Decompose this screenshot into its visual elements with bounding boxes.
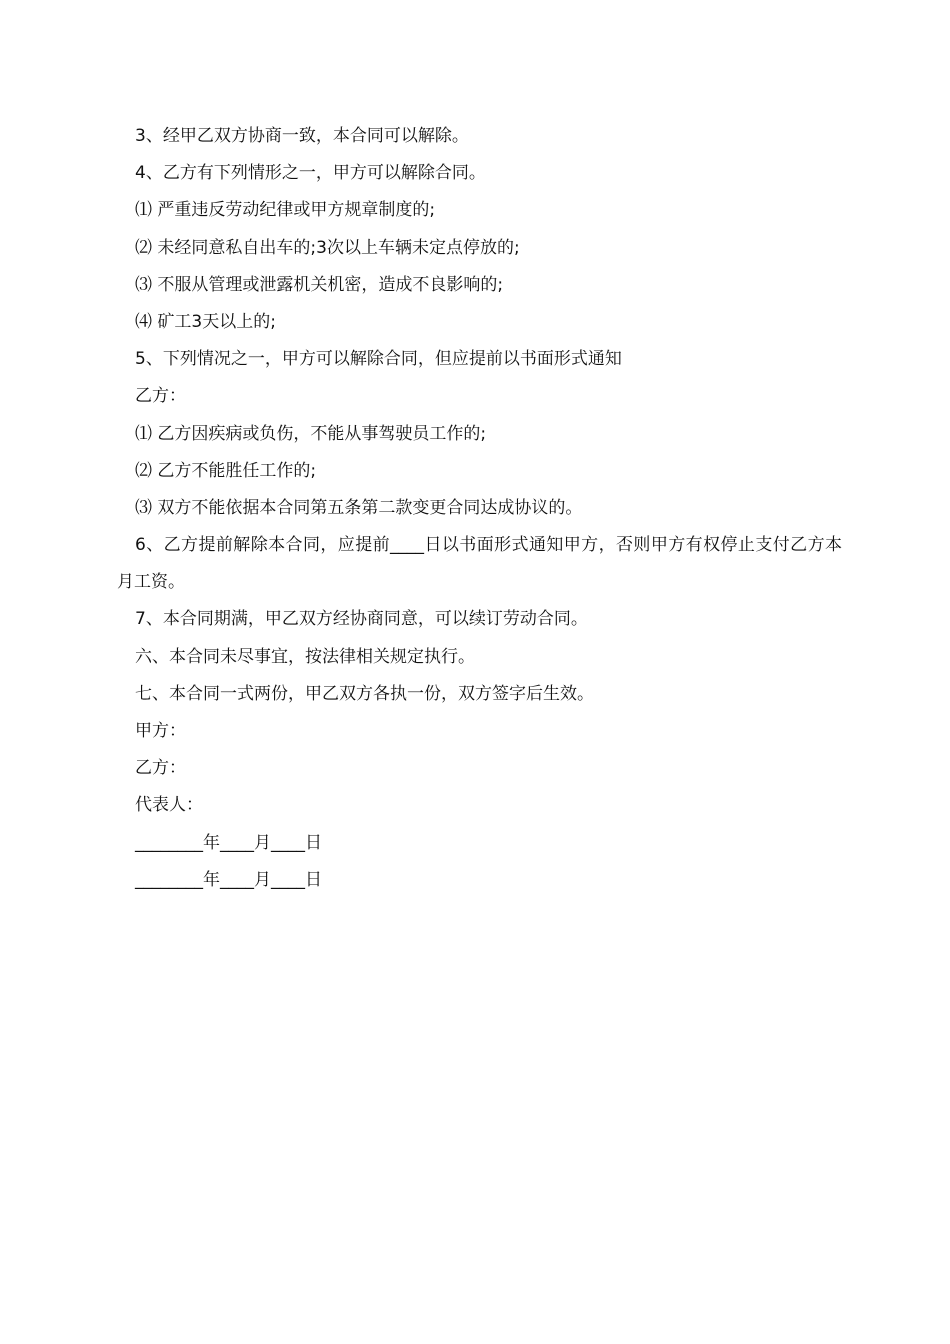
sub-item-line: ⑶ 不服从管理或泄露机关机密，造成不良影响的;	[135, 274, 504, 295]
sub-item-line: ⑵ 乙方不能胜任工作的;	[135, 460, 317, 481]
clause-line: 5、下列情况之一，甲方可以解除合同，但应提前以书面形式通知	[135, 349, 622, 370]
document-body	[117, 118, 842, 899]
clause-line: 4、乙方有下列情形之一，甲方可以解除合同。	[135, 163, 486, 184]
clause-line: 7、本合同期满，甲乙双方经协商同意，可以续订劳动合同。	[135, 609, 588, 630]
sub-item-line: ⑴ 严重违反劳动纪律或甲方规章制度的;	[135, 200, 436, 221]
clause-line: 3、经甲乙双方协商一致，本合同可以解除。	[135, 126, 469, 146]
clause-continuation: 乙方：	[135, 386, 186, 407]
date-line: ________年____月____日	[135, 832, 322, 853]
sub-item-line: ⑴ 乙方因疾病或负伤，不能从事驾驶员工作的;	[135, 423, 487, 444]
article-line: 六、本合同未尽事宜，按法律相关规定执行。	[135, 646, 475, 667]
party-a-signature-label: 甲方：	[135, 721, 186, 742]
date-line: ________年____月____日	[135, 869, 322, 890]
party-b-signature-label: 乙方：	[135, 758, 186, 779]
representative-label: 代表人：	[135, 795, 203, 816]
clause-line-wrapped: 6、乙方提前解除本合同，应提前____日以书面形式通知甲方，否则甲方有权停止支付乙方本月工资。	[117, 535, 842, 593]
sub-item-line: ⑶ 双方不能依据本合同第五条第二款变更合同达成协议的。	[135, 497, 583, 518]
sub-item-line: ⑵ 未经同意私自出车的;3次以上车辆未定点停放的;	[135, 237, 520, 258]
article-line: 七、本合同一式两份，甲乙双方各执一份，双方签字后生效。	[135, 683, 594, 704]
sub-item-line: ⑷ 矿工3天以上的;	[135, 311, 276, 332]
